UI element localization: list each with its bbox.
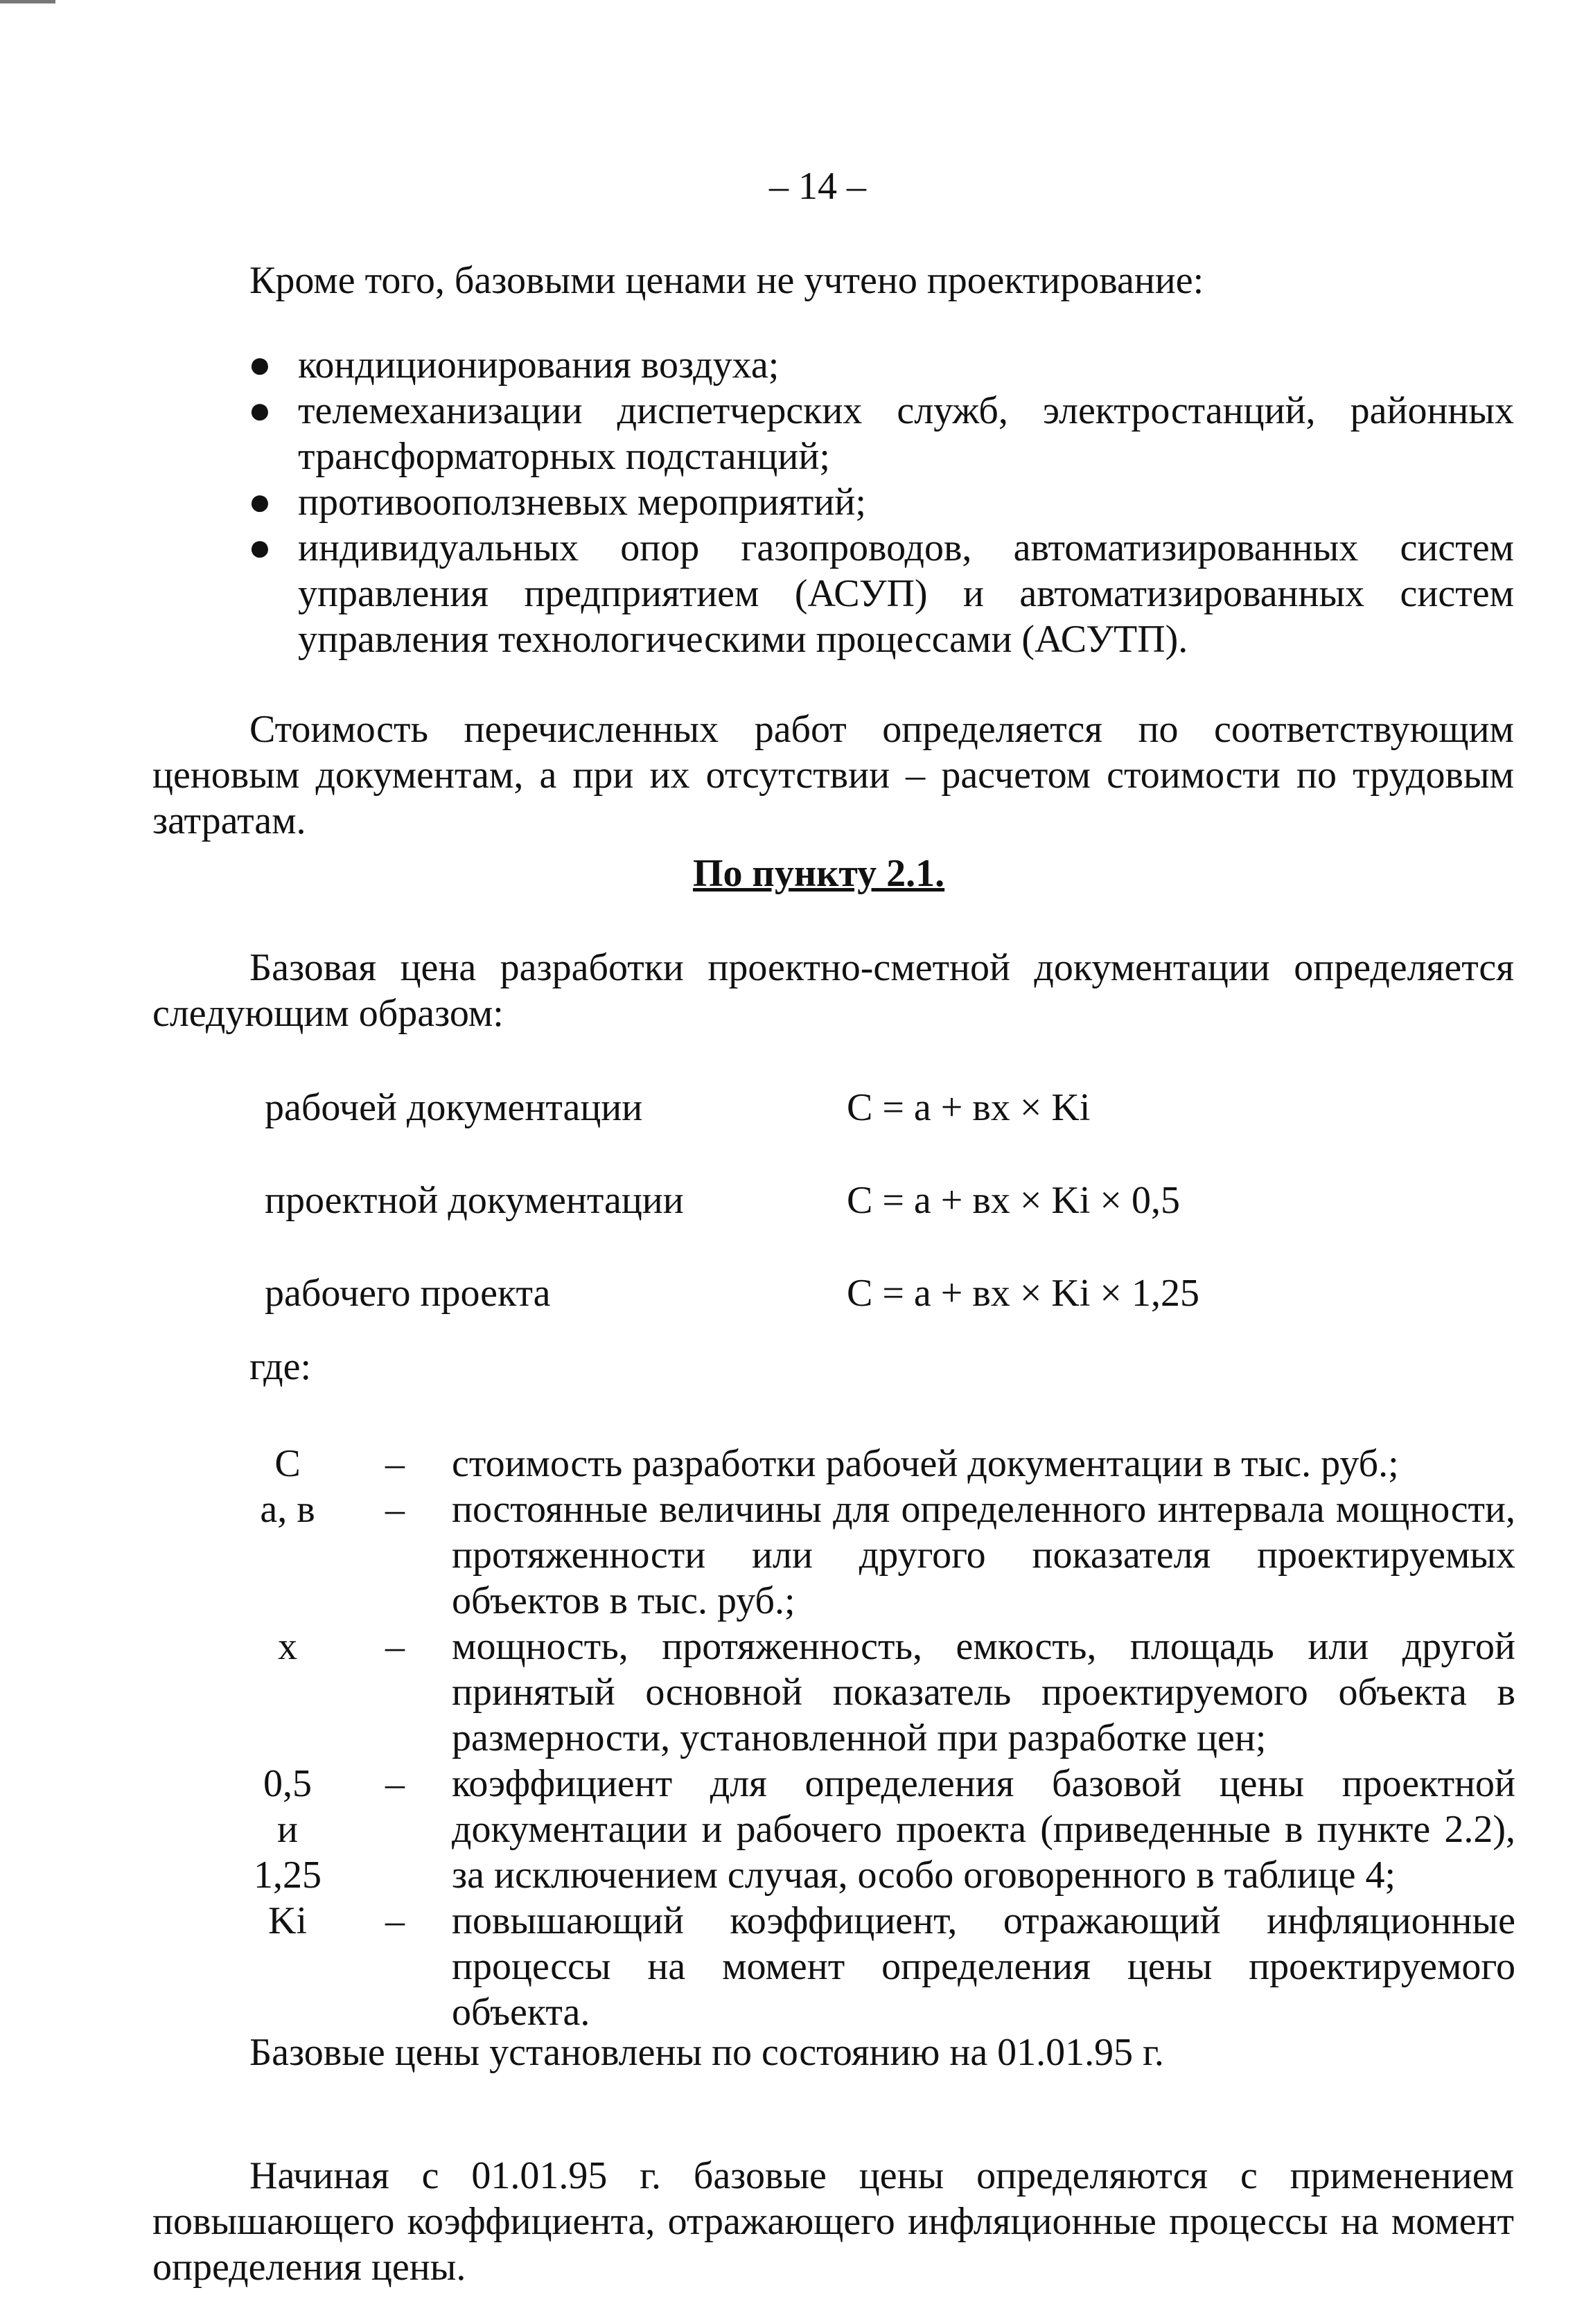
bullet-icon: ● — [248, 344, 272, 387]
base-price-paragraph: Базовая цена разработки проектно-сметной документации определяется следующим образом: — [152, 946, 1514, 1035]
formula-expression: С = а + вх × Ki — [847, 1086, 1091, 1129]
definition-symbol: 1,25 — [254, 1854, 322, 1897]
list-item-text: индивидуальных опор газопроводов, автоматизированных систем управления предприятием (АСУП) и автоматизированных систем управления технологическими процессами (АСУТП). — [298, 526, 1514, 661]
list-item-text: противооползневых мероприятий; — [298, 481, 866, 524]
definition-dash: – — [385, 1442, 405, 1485]
cost-paragraph: Стоимость перечисленных работ определяется по соответствующим ценовым документам, а при их отсутствии – расчетом стоимости по трудовым затратам. — [152, 708, 1514, 842]
definition-symbol: х — [278, 1625, 297, 1668]
formula-label: рабочей документации — [265, 1086, 643, 1129]
definition-symbol: Ki — [268, 1899, 307, 1942]
definition-text: мощность, протяженность, емкость, площадь или другой принятый основной показатель проектируемого объекта в размерности, установленной при разработке цен; — [452, 1625, 1515, 1759]
definition-text: повышающий коэффициент, отражающий инфляционные процессы на момент определения цены проектируемого объекта. — [452, 1899, 1515, 2034]
definition-text: стоимость разработки рабочей документации в тыс. руб.; — [452, 1442, 1399, 1485]
intro-text: Кроме того, базовыми ценами не учтено проектирование: — [249, 259, 1204, 302]
bullet-icon: ● — [248, 389, 272, 432]
date-paragraph: Базовые цены установлены по состоянию на 01.01.95 г. — [249, 2031, 1164, 2074]
definition-symbol: а, в — [260, 1488, 315, 1531]
definition-dash: – — [385, 1899, 405, 1942]
where-label: где: — [249, 1345, 312, 1388]
list-item-text: кондиционирования воздуха; — [298, 344, 780, 387]
scan-corner-mark — [0, 0, 55, 3]
definition-symbol: С — [274, 1442, 301, 1485]
page-number: – 14 – — [769, 165, 866, 208]
list-item — [236, 479, 1514, 525]
definition-dash: – — [385, 1762, 405, 1805]
section-heading: По пункту 2.1. — [693, 852, 945, 895]
definition-dash: – — [385, 1488, 405, 1531]
list-item — [236, 342, 1514, 388]
formula-expression: С = а + вх × Ki × 0,5 — [847, 1179, 1180, 1222]
list-item — [236, 388, 1514, 479]
definition-text: постоянные величины для определенного интервала мощности, протяженности или другого показателя проектируемых объектов в тыс. руб.; — [452, 1488, 1515, 1622]
definition-symbol: 0,5 — [263, 1762, 312, 1805]
formula-label: проектной документации — [265, 1179, 684, 1222]
start-paragraph: Начиная с 01.01.95 г. базовые цены определяются с применением повышающего коэффициента, отражающего инфляционные процессы на момент определения цены. — [152, 2154, 1514, 2289]
formula-expression: С = а + вх × Ki × 1,25 — [847, 1272, 1199, 1315]
bullet-icon: ● — [248, 526, 272, 569]
list-item — [236, 525, 1514, 662]
definition-text: коэффициент для определения базовой цены проектной документации и рабочего проекта (приведенные в пункте 2.2), за исключением случая, особо оговоренного в таблице 4; — [452, 1762, 1515, 1897]
bullet-list — [236, 342, 1514, 662]
bullet-icon: ● — [248, 481, 272, 524]
definition-dash: – — [385, 1625, 405, 1668]
definition-symbol: и — [277, 1808, 298, 1851]
list-item-text: телемеханизации диспетчерских служб, электростанций, районных трансформаторных подстанций; — [298, 389, 1514, 478]
formula-label: рабочего проекта — [265, 1272, 551, 1315]
